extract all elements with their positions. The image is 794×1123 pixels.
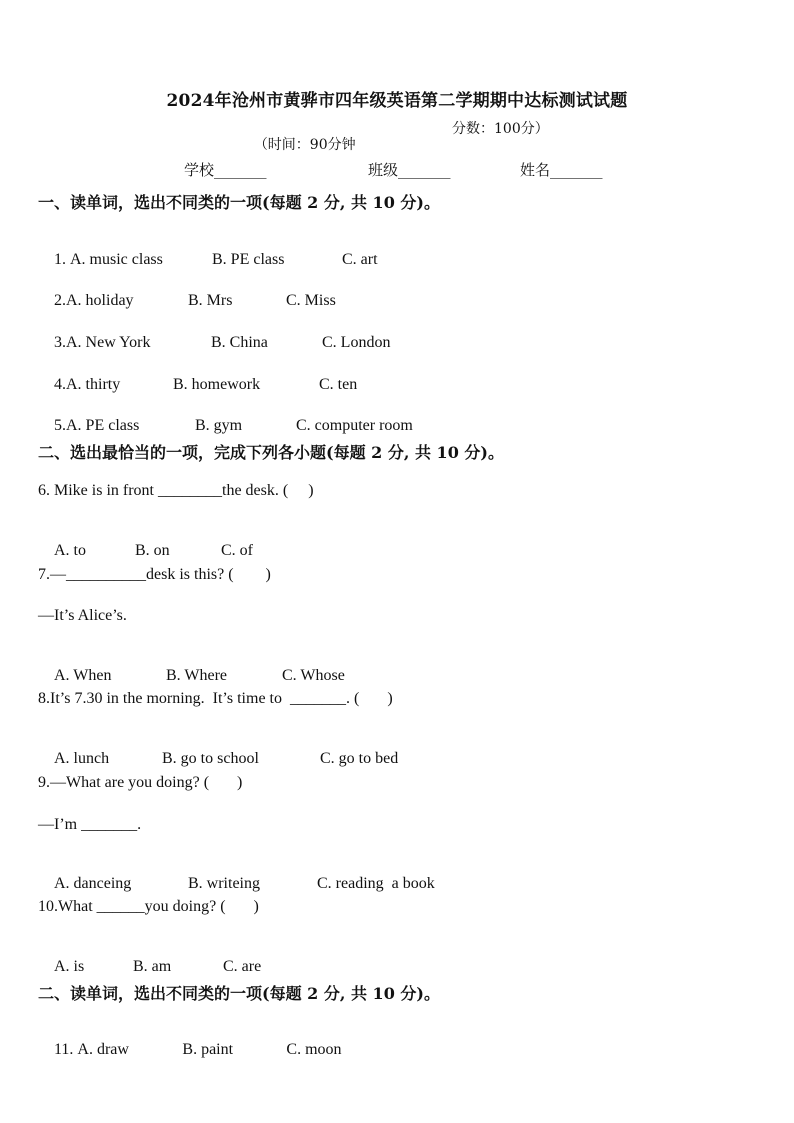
- option-c[interactable]: C. London: [322, 334, 391, 351]
- option-a[interactable]: A. music class: [70, 251, 163, 268]
- question-9-stem: 9.—What are you doing? ( ): [38, 774, 243, 791]
- option-c[interactable]: C. moon: [286, 1041, 342, 1058]
- option-a[interactable]: A. danceing: [54, 875, 132, 892]
- name-field[interactable]: 姓名_______: [520, 161, 603, 179]
- section-heading: 二、选出最恰当的一项，完成下列各小题(每题 2 分, 共 10 分)。: [38, 443, 504, 462]
- option-a[interactable]: A. to: [54, 542, 86, 559]
- option-b[interactable]: B. paint: [182, 1041, 234, 1058]
- class-field[interactable]: 班级_______: [368, 161, 451, 179]
- option-a[interactable]: A. lunch: [54, 750, 110, 767]
- question-number: 5.: [54, 417, 66, 434]
- question-7-stem: 7.—__________desk is this? ( ): [38, 566, 271, 583]
- question-number: 3.: [54, 334, 66, 351]
- option-c[interactable]: C. of: [221, 542, 253, 559]
- option-b[interactable]: B. homework: [173, 376, 261, 393]
- question-number: 4.: [54, 376, 66, 393]
- option-c[interactable]: C. are: [223, 958, 262, 975]
- option-c[interactable]: C. computer room: [296, 417, 413, 434]
- option-b[interactable]: B. writeing: [188, 875, 260, 892]
- question-7-reply: —It’s Alice’s.: [38, 607, 127, 624]
- option-c[interactable]: C. Whose: [282, 667, 345, 684]
- time-info: （时间：90分钟: [253, 137, 356, 153]
- page-title: 2024年沧州市黄骅市四年级英语第二学期期中达标测试试题: [166, 91, 628, 111]
- section-heading: 一、读单词，选出不同类的一项(每题 2 分, 共 10 分)。: [38, 193, 440, 212]
- option-b[interactable]: B. PE class: [212, 251, 285, 268]
- question-10-stem: 10.What ______you doing? ( ): [38, 898, 259, 915]
- section-heading: 二、读单词，选出不同类的一项(每题 2 分, 共 10 分)。: [38, 984, 440, 1003]
- option-a[interactable]: A. draw: [77, 1041, 129, 1058]
- question-number: 1.: [54, 251, 70, 268]
- option-b[interactable]: B. Where: [166, 667, 228, 684]
- option-a[interactable]: A. PE class: [66, 417, 140, 434]
- option-a[interactable]: A. thirty: [66, 376, 121, 393]
- school-field[interactable]: 学校_______: [184, 161, 267, 179]
- option-b[interactable]: B. on: [135, 542, 170, 559]
- option-b[interactable]: B. China: [211, 334, 268, 351]
- option-b[interactable]: B. Mrs: [188, 292, 233, 309]
- option-c[interactable]: C. ten: [319, 376, 358, 393]
- option-a[interactable]: A. is: [54, 958, 85, 975]
- option-b[interactable]: B. gym: [195, 417, 243, 434]
- question-number: 2.: [54, 292, 66, 309]
- score-info: 分数：100分）: [452, 121, 549, 137]
- question-8-stem: 8.It’s 7.30 in the morning. It’s time to _______. ( ): [38, 690, 393, 707]
- option-b[interactable]: B. am: [133, 958, 172, 975]
- question-6-stem: 6. Mike is in front ________the desk. ( ): [38, 482, 314, 499]
- question-number: 11.: [54, 1041, 78, 1058]
- option-a[interactable]: A. New York: [66, 334, 151, 351]
- question-9-reply: —I’m _______.: [38, 816, 142, 833]
- option-c[interactable]: C. art: [342, 251, 378, 268]
- option-c[interactable]: C. go to bed: [320, 750, 399, 767]
- option-c[interactable]: C. reading a book: [317, 875, 435, 892]
- option-a[interactable]: A. When: [54, 667, 112, 684]
- option-b[interactable]: B. go to school: [162, 750, 259, 767]
- option-a[interactable]: A. holiday: [66, 292, 134, 309]
- question-11: [38, 1023, 342, 1077]
- option-c[interactable]: C. Miss: [286, 292, 336, 309]
